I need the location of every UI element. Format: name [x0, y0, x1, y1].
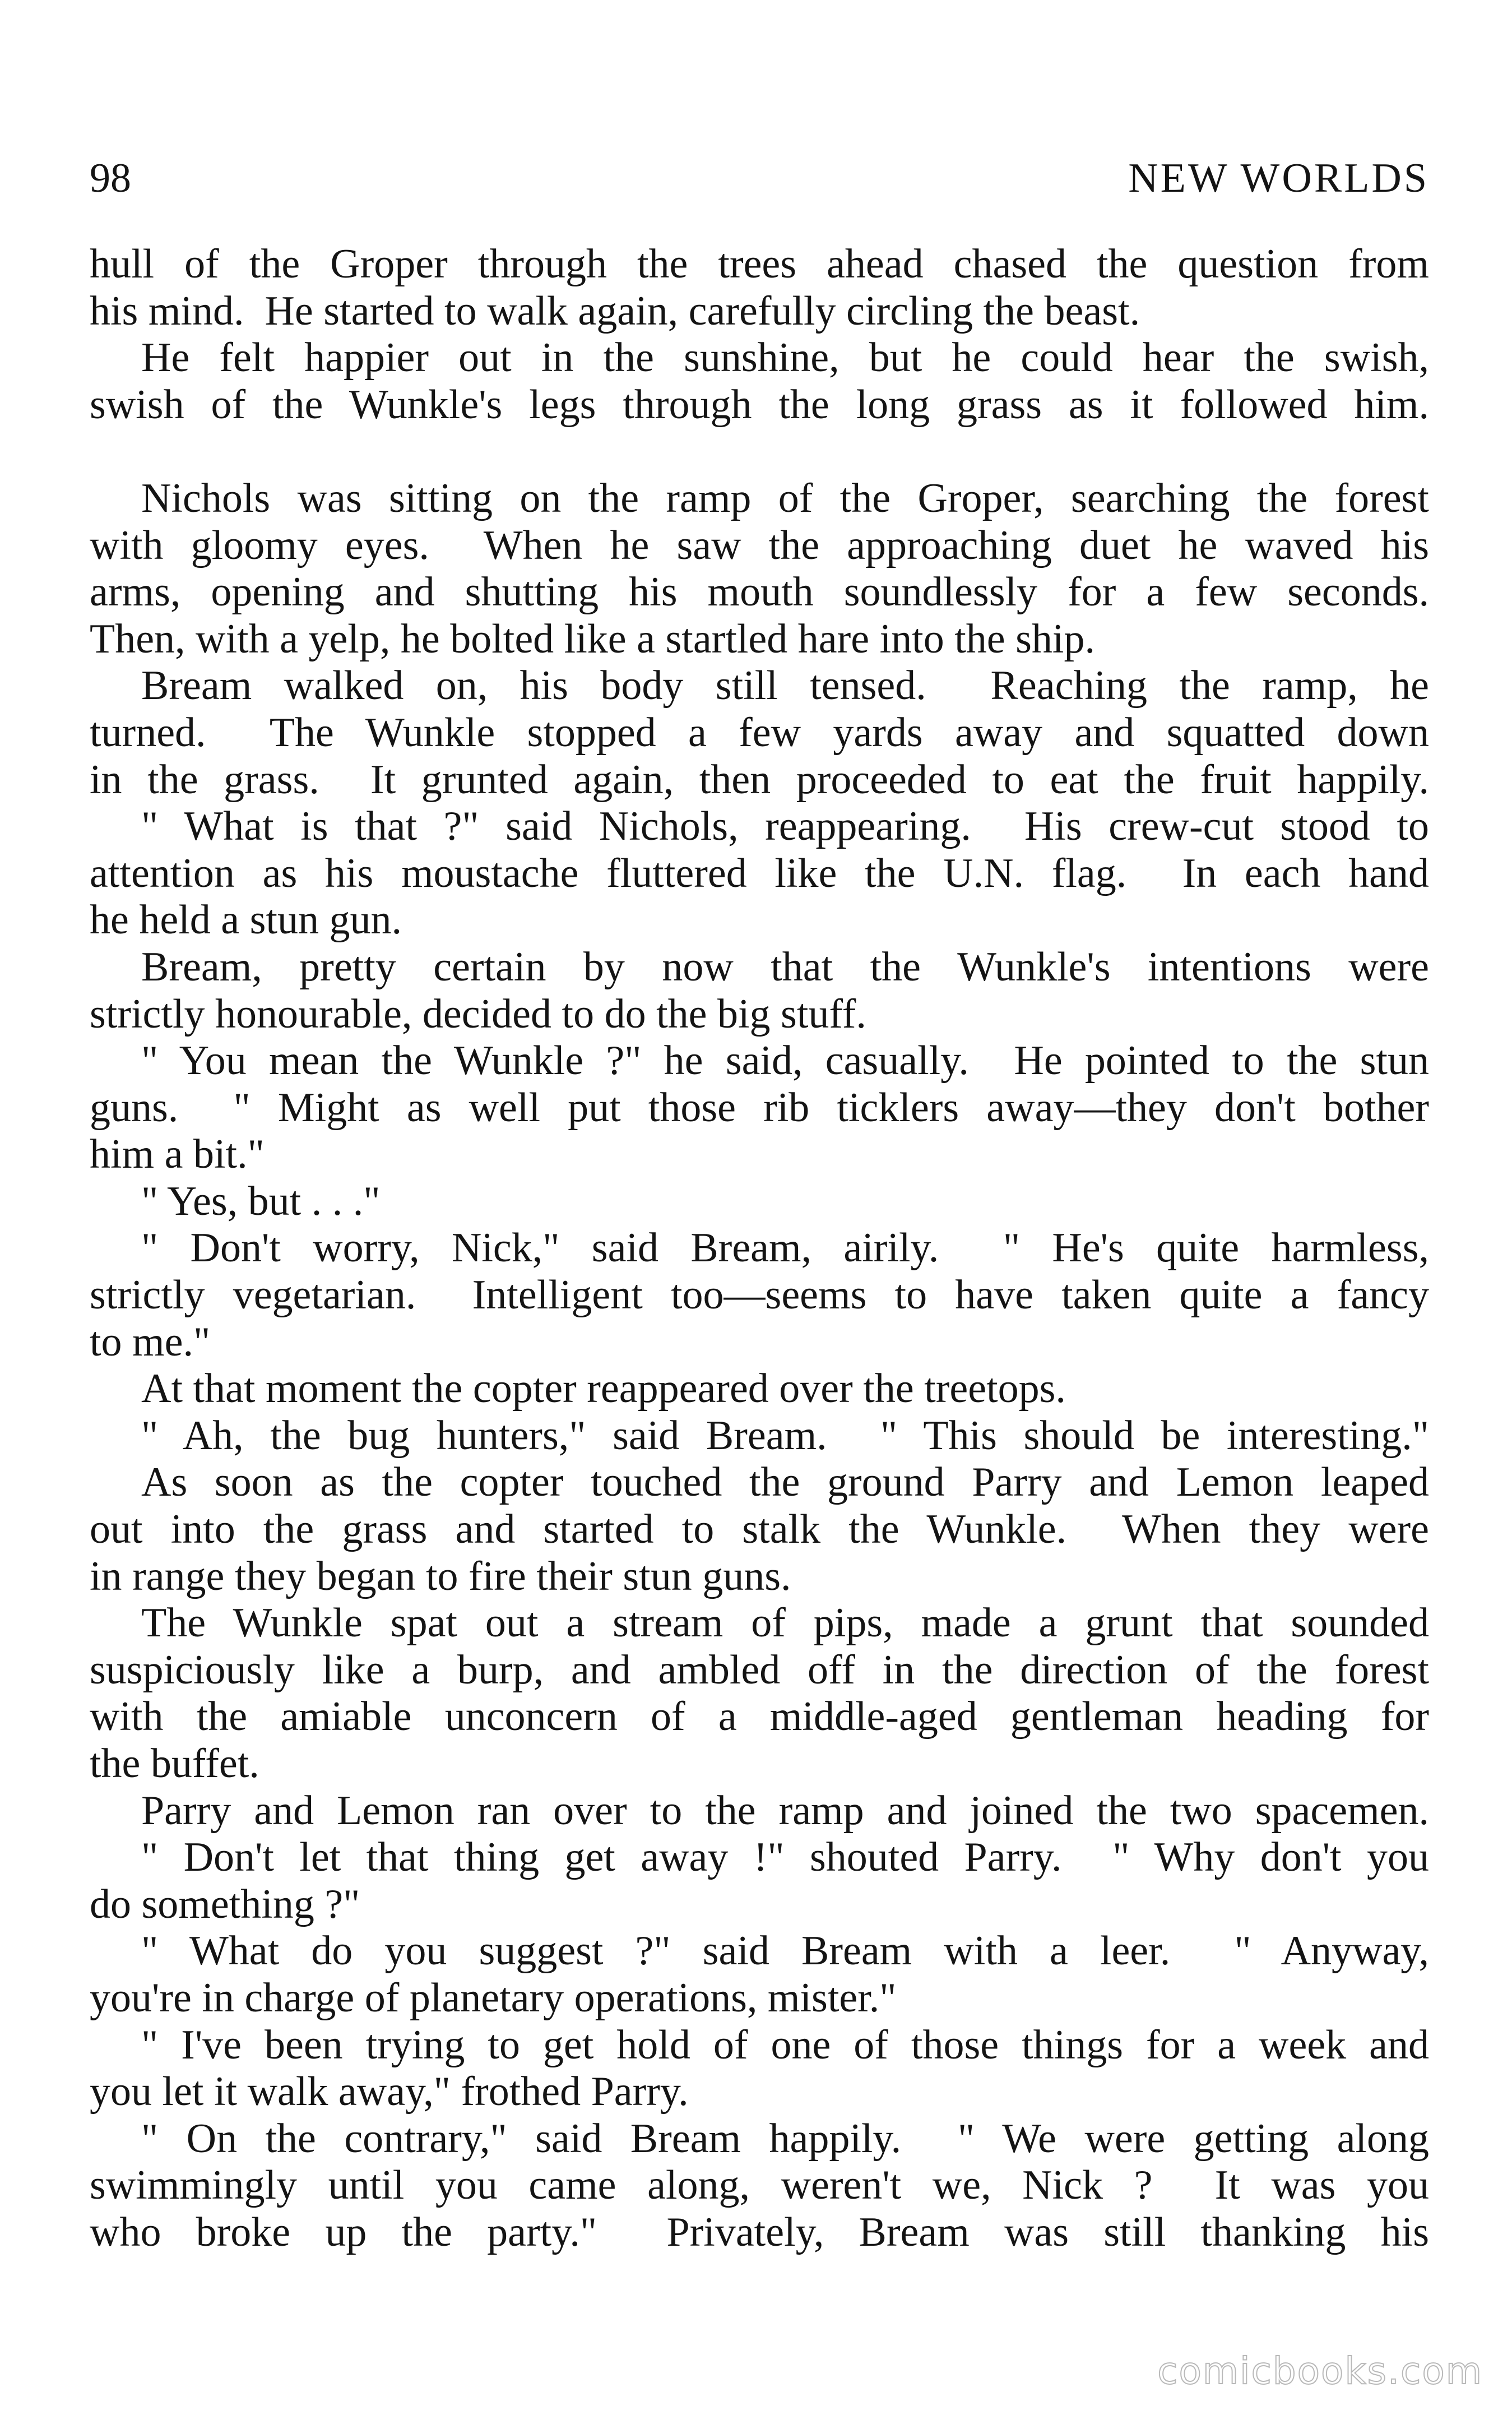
text-line: he held a stun gun.	[90, 897, 402, 943]
text-line: Then, with a yelp, he bolted like a startled hare into the ship.	[90, 616, 1095, 662]
text-line: in the grass. It grunted again, then proceeded to eat the fruit happily.	[90, 756, 1429, 803]
text-line: with the amiable unconcern of a middle-aged gentleman heading for	[90, 1694, 1429, 1740]
section-break	[90, 428, 1429, 475]
text-line: turned. The Wunkle stopped a few yards away and squatted down	[90, 709, 1429, 756]
text-line: who broke up the party." Privately, Bream was still thanking his	[90, 2209, 1429, 2255]
text-line: strictly honourable, decided to do the big stuff.	[90, 991, 866, 1037]
text-line: " Ah, the bug hunters," said Bream. " This should be interesting."	[141, 1412, 1429, 1459]
page-number: 98	[90, 155, 131, 201]
text-line: Bream walked on, his body still tensed. Reaching the ramp, he	[141, 663, 1429, 709]
text-line: " Don't worry, Nick," said Bream, airily. " He's quite harmless,	[141, 1225, 1429, 1271]
text-line: hull of the Groper through the trees ahead chased the question from	[90, 241, 1429, 287]
text-line: in range they began to fire their stun guns.	[90, 1553, 791, 1599]
text-line: " Yes, but . . ."	[141, 1178, 381, 1224]
running-head: NEW WORLDS	[1128, 155, 1429, 201]
text-line: As soon as the copter touched the ground Parry and Lemon leaped	[141, 1459, 1429, 1506]
text-line: the buffet.	[90, 1741, 259, 1787]
text-line: do something ?"	[90, 1881, 360, 1927]
text-line: " You mean the Wunkle ?" he said, casually. He pointed to the stun	[141, 1038, 1429, 1084]
text-line: with gloomy eyes. When he saw the approaching duet he waved his	[90, 522, 1429, 568]
text-line: He felt happier out in the sunshine, but he could hear the swish,	[141, 335, 1429, 381]
text-line: " What is that ?" said Nichols, reappearing. His crew-cut stood to	[141, 803, 1429, 850]
text-line: you're in charge of planetary operations, mister."	[90, 1974, 897, 2021]
text-line: his mind. He started to walk again, carefully circling the beast.	[90, 288, 1140, 334]
text-line: to me."	[90, 1319, 211, 1365]
text-line: The Wunkle spat out a stream of pips, made a grunt that sounded	[141, 1600, 1429, 1646]
text-line: suspiciously like a burp, and ambled off in the direction of the forest	[90, 1646, 1429, 1693]
text-line: attention as his moustache fluttered like the U.N. flag. In each hand	[90, 850, 1429, 896]
text-line: Parry and Lemon ran over to the ramp and joined the two spacemen.	[141, 1787, 1429, 1834]
text-line: arms, opening and shutting his mouth soundlessly for a few seconds.	[90, 569, 1429, 616]
text-line: " On the contrary," said Bream happily. " We were getting along	[141, 2115, 1429, 2162]
text-line: him a bit."	[90, 1131, 265, 1178]
text-line: " What do you suggest ?" said Bream with a leer. " Anyway,	[141, 1928, 1429, 1974]
text-line: Bream, pretty certain by now that the Wunkle's intentions were	[141, 943, 1429, 990]
text-line: strictly vegetarian. Intelligent too—seems to have taken quite a fancy	[90, 1272, 1429, 1319]
text-line: " Don't let that thing get away !" shouted Parry. " Why don't you	[141, 1834, 1429, 1881]
text-line: swish of the Wunkle's legs through the long grass as it followed him.	[90, 381, 1429, 428]
text-line: Nichols was sitting on the ramp of the Groper, searching the forest	[141, 475, 1429, 521]
text-line: " I've been trying to get hold of one of those things for a week and	[141, 2021, 1429, 2068]
text-line: out into the grass and started to stalk the Wunkle. When they were	[90, 1506, 1429, 1553]
body-text	[90, 241, 1429, 2256]
text-line: you let it walk away," frothed Parry.	[90, 2069, 689, 2115]
watermark: comicbooks.com	[1157, 2349, 1483, 2393]
text-line: swimmingly until you came along, weren't we, Nick ? It was you	[90, 2162, 1429, 2209]
text-line: guns. " Might as well put those rib ticklers away—they don't bother	[90, 1084, 1429, 1131]
text-line: At that moment the copter reappeared over the treetops.	[141, 1366, 1066, 1412]
page-header	[90, 150, 1429, 206]
